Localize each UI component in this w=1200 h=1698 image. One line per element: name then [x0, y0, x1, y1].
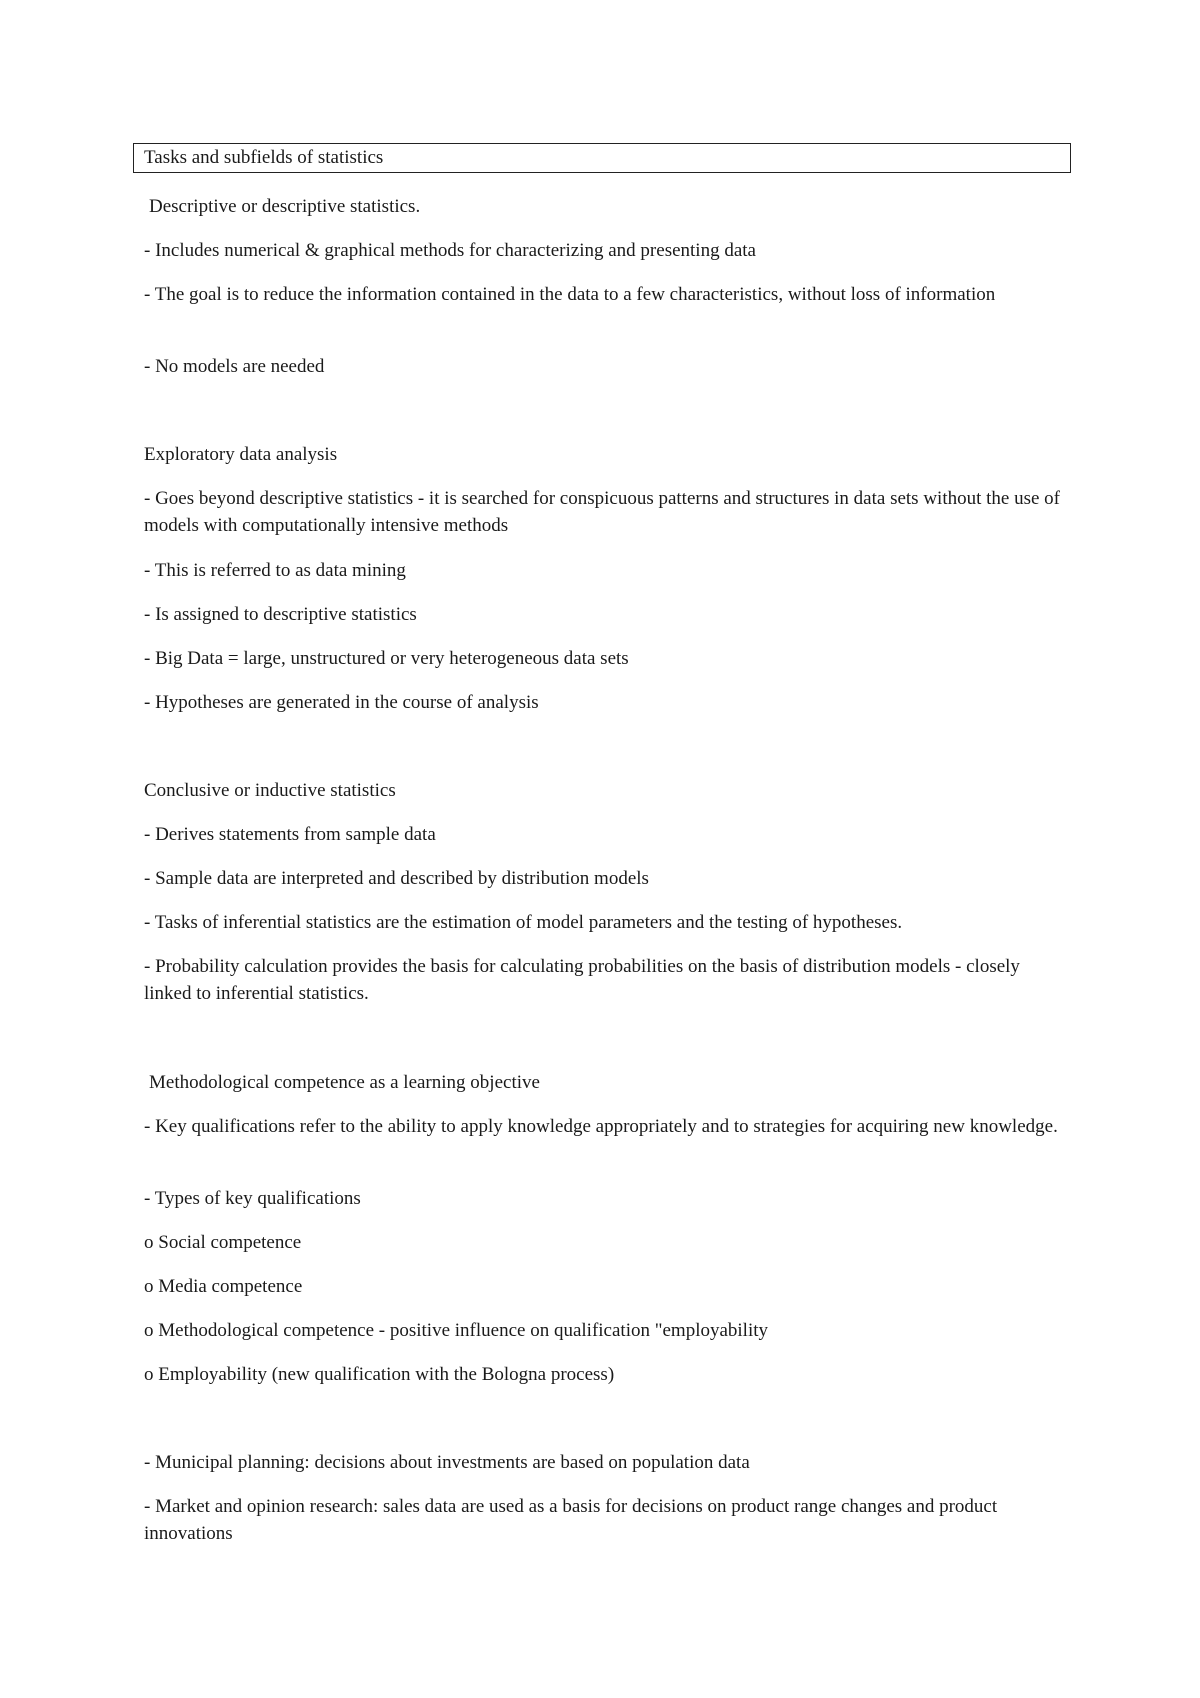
list-item: - Includes numerical & graphical methods for characterizing and presenting data: [144, 240, 756, 261]
list-item: o Social competence: [144, 1232, 302, 1253]
list-item: - Market and opinion research: sales data are used as a basis for decisions on product range changes and product innovations: [144, 1496, 998, 1544]
list-item: - Probability calculation provides the basis for calculating probabilities on the basis of distribution models - closely linked to inferential statistics.: [144, 956, 1020, 1004]
list-item: - Sample data are interpreted and described by distribution models: [144, 868, 649, 889]
list-item: o Methodological competence - positive influence on qualification "employability: [144, 1320, 769, 1341]
section-heading-methodological: Methodological competence as a learning objective: [149, 1072, 540, 1093]
list-item: - Municipal planning: decisions about investments are based on population data: [144, 1452, 750, 1473]
list-item: - Derives statements from sample data: [144, 824, 436, 845]
list-item: - Is assigned to descriptive statistics: [144, 604, 417, 625]
section-heading-exploratory: Exploratory data analysis: [144, 444, 338, 465]
document-title: Tasks and subfields of statistics: [133, 143, 1071, 173]
list-item: - No models are needed: [144, 356, 325, 377]
section-heading-conclusive: Conclusive or inductive statistics: [144, 780, 396, 801]
list-item: - Big Data = large, unstructured or very heterogeneous data sets: [144, 648, 629, 669]
list-item: - Hypotheses are generated in the course of analysis: [144, 692, 539, 713]
list-item: - The goal is to reduce the information contained in the data to a few characteristics, without loss of information: [144, 284, 996, 305]
list-item: o Media competence: [144, 1276, 303, 1297]
list-item: - Types of key qualifications: [144, 1188, 361, 1209]
list-item: - This is referred to as data mining: [144, 560, 406, 581]
list-item: - Tasks of inferential statistics are the estimation of model parameters and the testing of hypotheses.: [144, 912, 903, 933]
list-item: o Employability (new qualification with the Bologna process): [144, 1364, 615, 1385]
list-item: - Key qualifications refer to the ability to apply knowledge appropriately and to strategies for acquiring new knowledge.: [144, 1116, 1058, 1137]
section-heading-descriptive: Descriptive or descriptive statistics.: [149, 196, 421, 217]
list-item: - Goes beyond descriptive statistics - it is searched for conspicuous patterns and structures in data sets without the use of models with computationally intensive methods: [144, 488, 1060, 536]
